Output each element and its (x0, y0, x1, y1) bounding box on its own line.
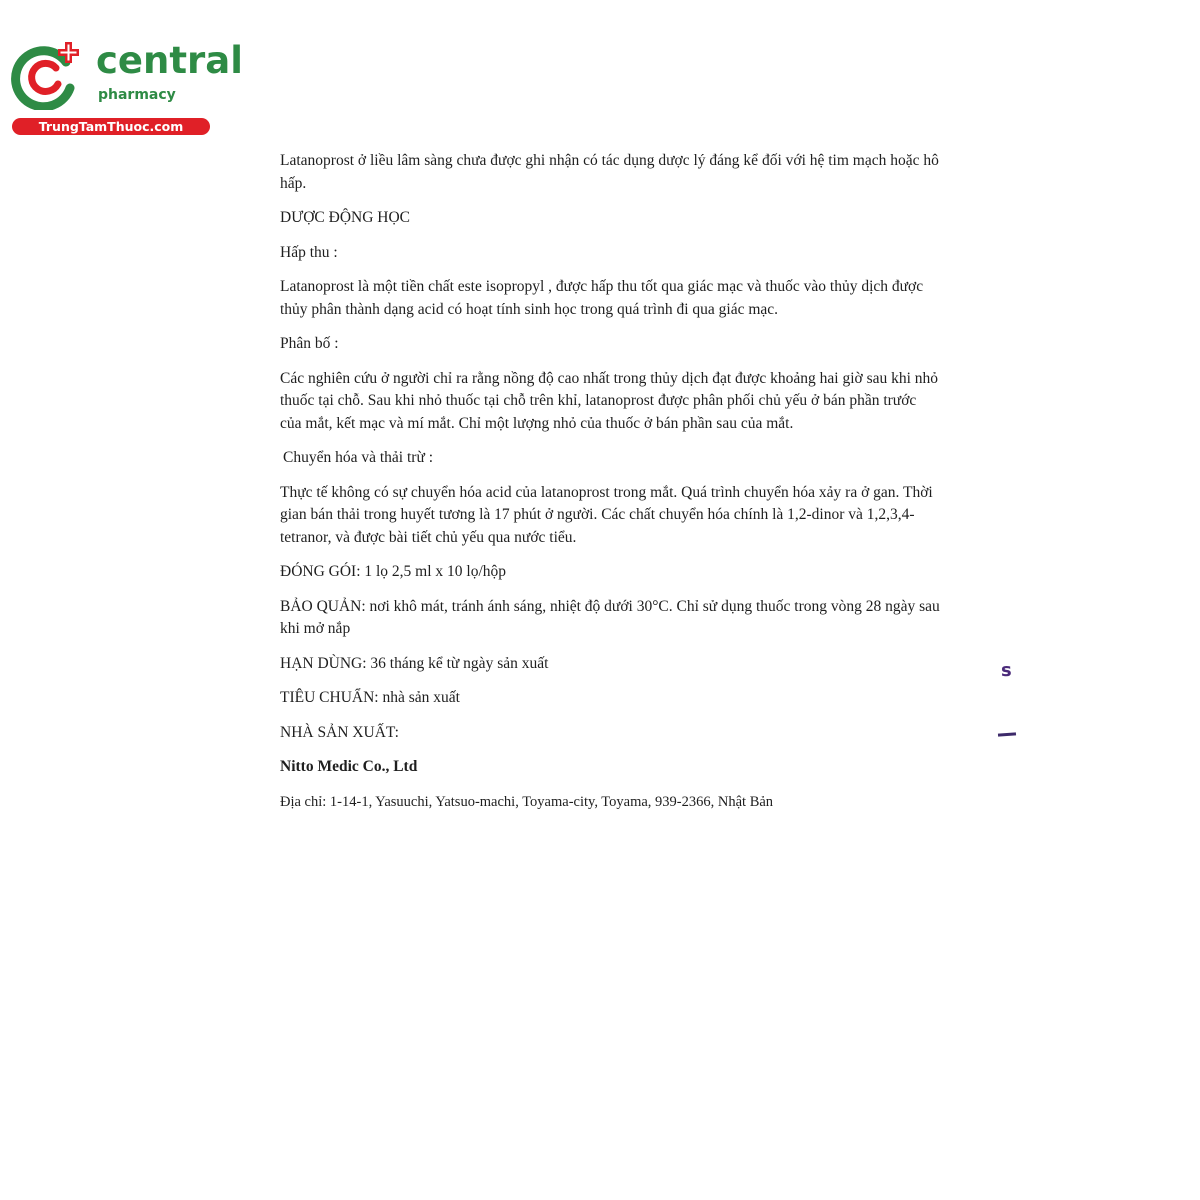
distribution-heading: Phân bố : (280, 335, 339, 352)
site-url-badge: TrungTamThuoc.com (12, 118, 210, 135)
absorption-heading: Hấp thu : (280, 243, 338, 261)
brand-subtitle: pharmacy (98, 87, 176, 103)
central-pharmacy-logo (10, 36, 243, 136)
manufacturer-name: Nitto Medic Co., Ltd (280, 758, 418, 775)
stamp-dash-mark (998, 732, 1016, 736)
distribution-text: Các nghiên cứu ở người chỉ ra rằng nồng độ cao nhất trong thủy dịch đạt được khoảng hai giờ sau khi nhỏ thuốc tại chỗ. Sau khi nhỏ thuốc tại chỗ trên khỉ, latanoprost được phân phối chủ yếu ở bán phần trước của mắt, kết mạc và mí mắt. Chỉ một lượng nhỏ của thuốc ở bán phần sau của mắt. (280, 369, 939, 432)
stamp-mark-s: s (1001, 660, 1012, 681)
expiry-line: HẠN DÙNG: 36 tháng kể từ ngày sản xuất (280, 654, 549, 672)
storage-line: BẢO QUẢN: nơi khô mát, tránh ánh sáng, nhiệt độ dưới 30°C. Chỉ sử dụng thuốc trong vòng 28 ngày sau khi mở nắp (280, 597, 940, 637)
metabolism-heading: Chuyển hóa và thải trừ : (283, 449, 434, 466)
manufacturer-heading: NHÀ SẢN XUẤT: (280, 723, 399, 741)
pharmacokinetics-heading: DƯỢC ĐỘNG HỌC (280, 209, 411, 226)
leaflet-text (280, 150, 940, 813)
packaging-line: ĐÓNG GÓI: 1 lọ 2,5 ml x 10 lọ/hộp (280, 563, 507, 580)
pharmacodynamics-note: Latanoprost ở liều lâm sàng chưa được ghi nhận có tác dụng dược lý đáng kể đối với hệ tim mạch hoặc hô hấp. (280, 152, 939, 192)
standard-line: TIÊU CHUẨN: nhà sản xuất (280, 689, 460, 706)
manufacturer-address: Địa chỉ: 1-14-1, Yasuuchi, Yatsuo-machi, Toyama-city, Toyama, 939-2366, Nhật Bản (280, 793, 774, 810)
brand-name: central (96, 39, 243, 82)
metabolism-text: Thực tế không có sự chuyển hóa acid của latanoprost trong mắt. Quá trình chuyển hóa xảy ra ở gan. Thời gian bán thải trong huyết tương là 17 phút ở người. Các chất chuyển hóa chính là 1,2-dinor và 1,2,3,4-tetranor, và được bài tiết chủ yếu qua nước tiểu. (280, 483, 933, 546)
absorption-text: Latanoprost là một tiền chất este isopropyl , được hấp thu tốt qua giác mạc và thuốc vào thủy dịch được thủy phân thành dạng acid có hoạt tính sinh học trong quá trình đi qua giác mạc. (280, 278, 924, 318)
pharmacy-cross-icon (10, 38, 82, 110)
